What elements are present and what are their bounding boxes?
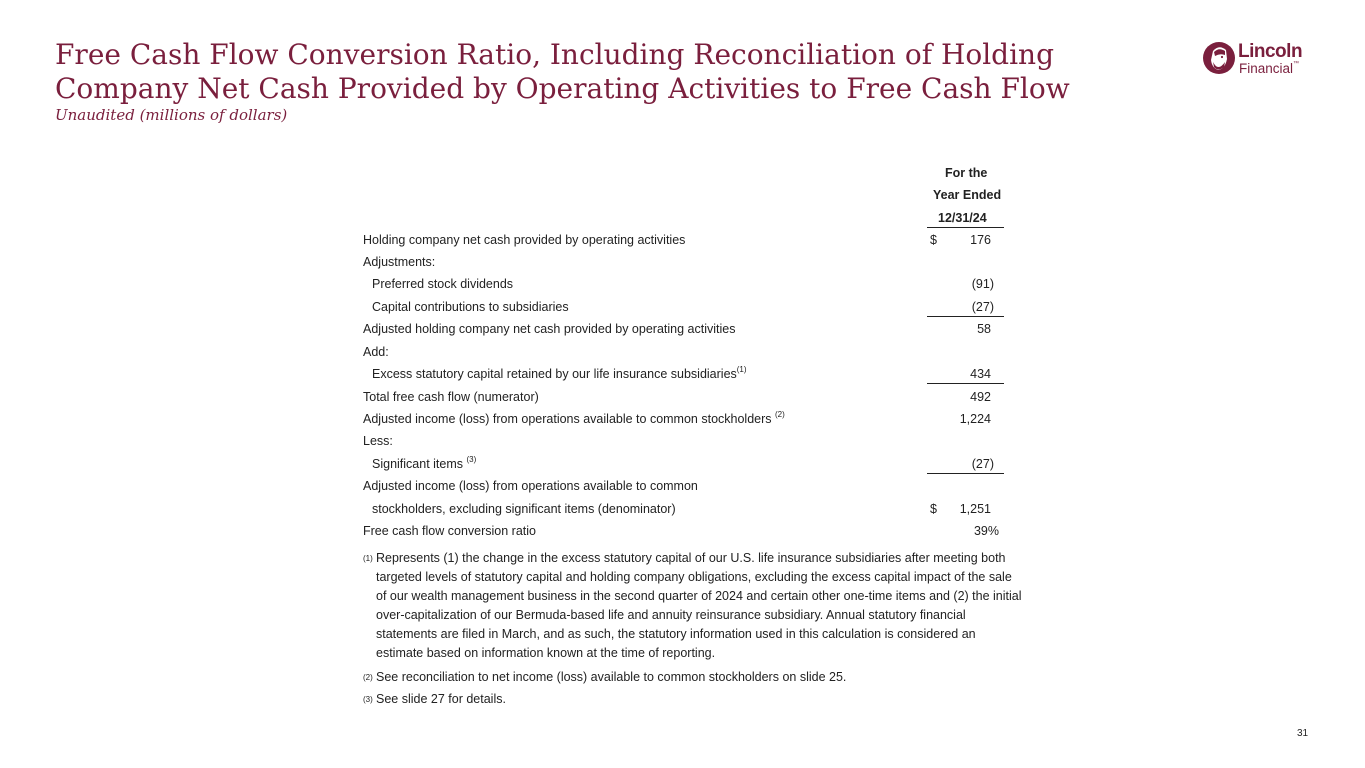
footnote-2: (2) See reconciliation to net income (loss) available to common stockholders on slide 25. <box>363 670 847 684</box>
page-title <box>55 38 1135 106</box>
header-underline <box>927 227 1004 228</box>
table-row: Free cash flow conversion ratio 39% <box>363 524 999 538</box>
table-row: Significant items $^{(3)}$ (27) <box>372 455 994 471</box>
column-header-line-2: Year Ended <box>933 188 1002 202</box>
table-row: Preferred stock dividends (91) <box>372 277 994 291</box>
table-row: Excess statutory capital retained by our life insurance subsidiaries$^{(1)}$ 434 <box>372 365 991 381</box>
table-row: Add: <box>363 345 389 359</box>
lincoln-financial-logo <box>1202 39 1312 77</box>
lincoln-portrait-icon <box>1202 39 1236 77</box>
footnote-3: (3) See slide 27 for details. <box>363 692 506 706</box>
table-row: Less: <box>363 434 393 448</box>
column-header-line-3: 12/31/24 <box>938 211 987 225</box>
table-row: Adjusted income (loss) from operations available to common stockholders $^{(2)}$ 1,224 <box>363 410 991 426</box>
subtotal-underline <box>927 473 1004 474</box>
logo-text-financial: Financial™ <box>1239 61 1300 76</box>
column-header-line-1: For the <box>945 166 988 180</box>
table-row: Adjusted income (loss) from operations available to common <box>363 479 698 493</box>
table-row: Adjusted holding company net cash provided by operating activities 58 <box>363 322 991 336</box>
subtotal-underline <box>927 316 1004 317</box>
table-row: Holding company net cash provided by operating activities $ 176 <box>363 233 991 247</box>
page-number: 31 <box>1297 728 1309 739</box>
footnote-1: (1) Represents (1) the change in the excess statutory capital of our U.S. life insurance subsidiaries after meeting both targeted levels of statutory capital and holding company obligations, excluding the excess capital impact of the sale of our wealth management business in the second quarter of 2024 and certain other one-time items and (2) the initial over-capitalization of our Bermuda-based life and annuity reinsurance subsidiary. Annual statutory financial statements are filed in March, and as such, the statutory information used in this calculation is considered an estimate based on information known at the time of reporting. <box>363 551 1022 660</box>
table-row: Adjustments: <box>363 255 436 269</box>
title-line-2: Company Net Cash Provided by Operating Activities to Free Cash Flow <box>55 72 1070 105</box>
table-row: Capital contributions to subsidiaries (27) <box>372 300 994 314</box>
page-subtitle: Unaudited (millions of dollars) <box>55 106 288 124</box>
logo-text-lincoln: Lincoln <box>1238 41 1303 62</box>
table-row: stockholders, excluding significant items (denominator) $ 1,251 <box>372 502 991 516</box>
subtotal-underline <box>927 383 1004 384</box>
table-row: Total free cash flow (numerator) 492 <box>363 390 991 404</box>
title-line-1: Free Cash Flow Conversion Ratio, Including Reconciliation of Holding <box>55 38 1055 71</box>
